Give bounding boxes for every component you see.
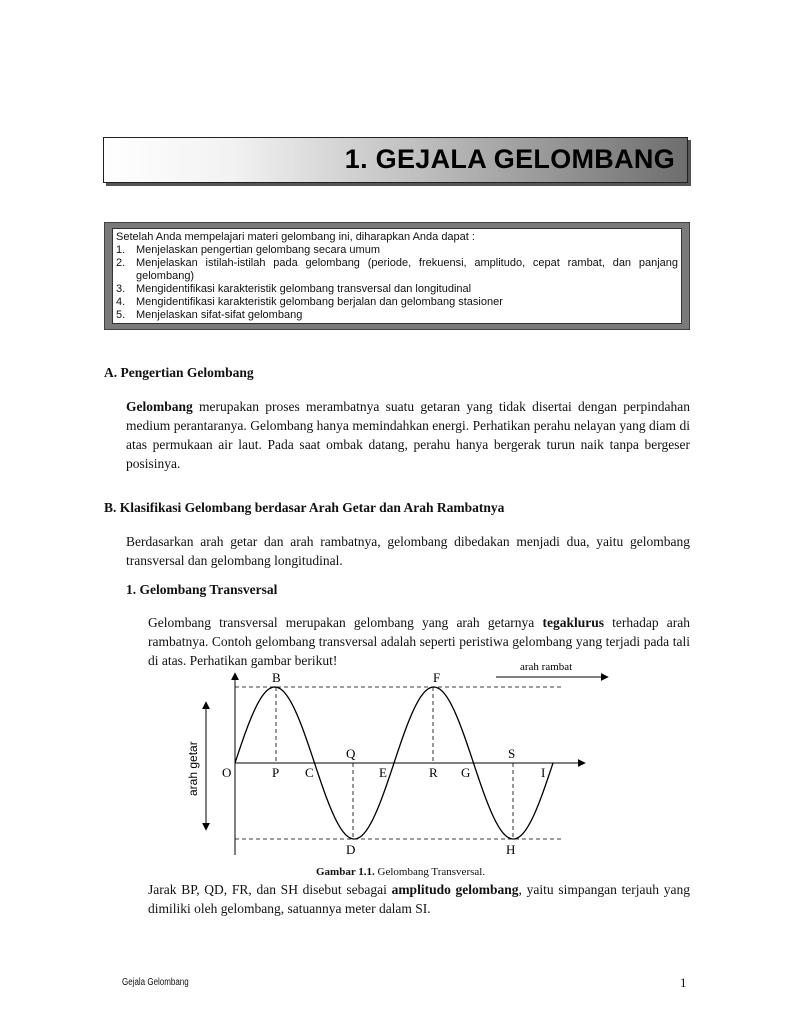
label-d: D xyxy=(346,842,356,857)
label-q: Q xyxy=(346,746,356,761)
label-i: I xyxy=(541,765,546,780)
arah-getar-label: arah getar xyxy=(186,741,200,796)
label-f: F xyxy=(433,670,441,685)
amplitude-text-b: , yaitu simpangan terjauh yang dimiliki oleh gelombang, satuannya meter dalam SI. xyxy=(148,882,690,916)
objective-text: Mengidentifikasi karakteristik gelombang transversal dan longitudinal xyxy=(136,283,472,295)
amplitude-text-a: Jarak BP, QD, FR, dan SH disebut sebagai xyxy=(148,882,392,897)
section-b-heading: B. Klasifikasi Gelombang berdasar Arah Getar dan Arah Rambatnya xyxy=(104,500,505,515)
objective-number: 2. xyxy=(116,257,126,269)
objective-number: 5. xyxy=(116,309,126,321)
section-a-heading: A. Pengertian Gelombang xyxy=(104,365,254,380)
objective-number: 3. xyxy=(116,283,126,295)
transversal-text-b: terhadap arah rambatnya. Contoh gelombang transversal adalah seperti peristiwa gelombang yang terjadi pada tali di atas. Perhatikan gambar berikut! xyxy=(148,615,690,668)
footer-chapter-name: Gejala Gelombang xyxy=(122,977,189,988)
subsection-transversal-heading: 1. Gelombang Transversal xyxy=(126,582,278,597)
label-o: O xyxy=(222,765,232,780)
objective-text: Mengidentifikasi karakteristik gelombang berjalan dan gelombang stasioner xyxy=(136,296,503,308)
figure-caption-number: Gambar 1.1. xyxy=(316,866,375,878)
label-p: P xyxy=(272,765,280,780)
objective-number: 4. xyxy=(116,296,126,308)
transversal-text-a: Gelombang transversal merupakan gelombang yang arah getarnya xyxy=(148,615,543,630)
section-b-paragraph: Berdasarkan arah getar dan arah rambatnya, gelombang dibedakan menjadi dua, yaitu gelombang transversal dan gelombang longitudinal. xyxy=(126,534,690,568)
objective-number: 1. xyxy=(116,244,126,256)
section-a-text: merupakan proses merambatnya suatu getaran yang tidak disertai dengan perpindahan medium perantaranya. Gelombang hanya memindahkan energi. Perhatikan perahu nelayan yang diam di atas permukaan air laut. Pada saat ombak datang, perahu hanya bergerak turun naik tanpa bergeser posisinya. xyxy=(126,399,690,471)
objective-text: Menjelaskan istilah-istilah pada gelombang (periode, frekuensi, amplitudo, cepat rambat, dan panjang gelombang) xyxy=(136,257,678,282)
arah-rambat-label: arah rambat xyxy=(520,661,573,673)
objectives-intro: Setelah Anda mempelajari materi gelombang ini, diharapkan Anda dapat : xyxy=(116,231,475,243)
term-gelombang: Gelombang xyxy=(126,399,193,414)
label-s: S xyxy=(508,746,516,761)
label-e: E xyxy=(379,765,387,780)
figure-caption xyxy=(316,866,516,878)
objective-text: Menjelaskan sifat-sifat gelombang xyxy=(136,309,303,321)
label-b: B xyxy=(272,670,281,685)
objective-text: Menjelaskan pengertian gelombang secara umum xyxy=(136,244,380,256)
term-amplitudo: amplitudo gelombang xyxy=(391,882,519,897)
label-g: G xyxy=(461,765,471,780)
label-c: C xyxy=(305,765,314,780)
footer-page-number: 1 xyxy=(680,975,687,990)
term-tegaklurus: tegaklurus xyxy=(542,615,604,630)
figure-caption-text: Gelombang Transversal. xyxy=(374,866,486,878)
label-h: H xyxy=(506,842,516,857)
amplitude-paragraph xyxy=(148,880,690,918)
chapter-title: 1. GEJALA GELOMBANG xyxy=(344,144,675,174)
label-r: R xyxy=(429,765,438,780)
